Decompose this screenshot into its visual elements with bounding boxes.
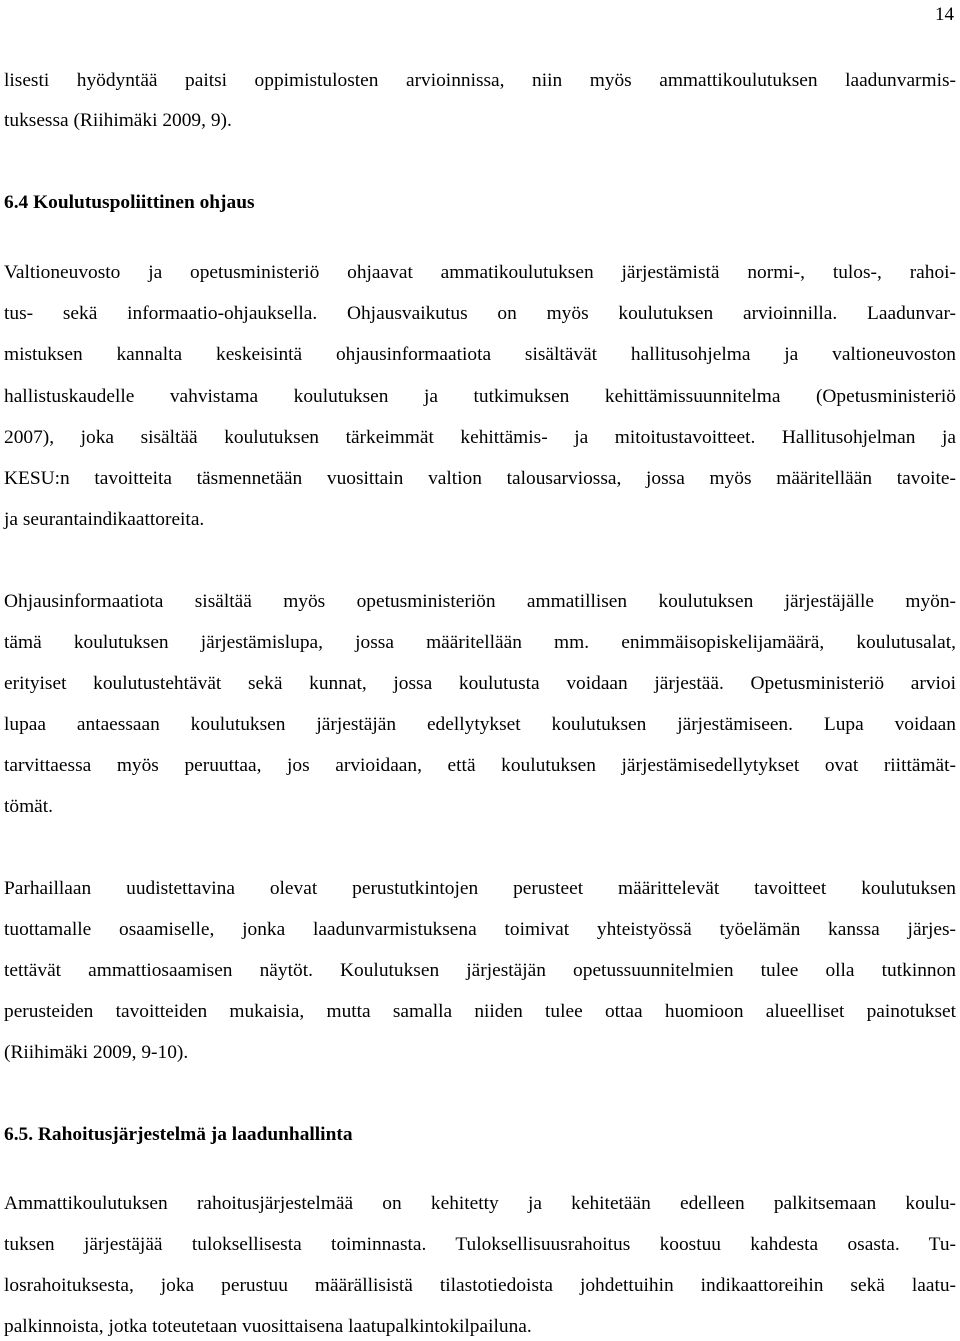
- text-line: tömät.: [4, 796, 54, 817]
- section-heading: 6.5. Rahoitusjärjestelmä ja laadunhallinta: [4, 1124, 353, 1145]
- text-line: losrahoituksesta, joka perustuu määrällisistä tilastotiedoista johdettuihin indikaattoreihin sekä laatu-: [4, 1275, 956, 1296]
- text-line: 2007), joka sisältää koulutuksen tärkeimmät kehittämis- ja mitoitustavoitteet. Hallitusohjelman ja: [4, 427, 956, 448]
- section-heading: 6.4 Koulutuspoliittinen ohjaus: [4, 192, 255, 213]
- text-line: erityiset koulutustehtävät sekä kunnat, jossa koulutusta voidaan järjestää. Opetusministeriö arvioi: [4, 673, 956, 694]
- text-line: Parhaillaan uudistettavina olevat perustutkintojen perusteet määrittelevät tavoitteet koulutuksen: [4, 878, 956, 899]
- text-line: tuottamalle osaamiselle, jonka laadunvarmistuksena toimivat yhteistyössä työelämän kanssa järjes-: [4, 919, 956, 940]
- text-line: tämä koulutuksen järjestämislupa, jossa määritellään mm. enimmäisopiskelijamäärä, koulutusalat,: [4, 632, 956, 653]
- text-line: Ohjausinformaatiota sisältää myös opetusministeriön ammatillisen koulutuksen järjestäjälle myön-: [4, 591, 956, 612]
- text-line: tarvittaessa myös peruuttaa, jos arvioidaan, että koulutuksen järjestämisedellytykset ovat riittämät-: [4, 755, 956, 776]
- text-line: ja seurantaindikaattoreita.: [4, 509, 205, 530]
- text-line: tuksessa (Riihimäki 2009, 9).: [4, 110, 232, 131]
- text-line: lisesti hyödyntää paitsi oppimistulosten arvioinnissa, niin myös ammattikoulutuksen laadunvarmis-: [4, 70, 956, 91]
- text-line: hallistuskaudelle vahvistama koulutuksen ja tutkimuksen kehittämissuunnitelma (Opetusministeriö: [4, 386, 956, 407]
- text-line: palkinnoista, jotka toteutetaan vuosittaisena laatupalkintokilpailuna.: [4, 1316, 532, 1337]
- text-line: tettävät ammattiosaamisen näytöt. Koulutuksen järjestäjän opetussuunnitelmien tulee olla tutkinnon: [4, 960, 956, 981]
- page-number: 14: [935, 4, 954, 25]
- text-line: tus- sekä informaatio-ohjauksella. Ohjausvaikutus on myös koulutuksen arvioinnilla. Laadunvar-: [4, 303, 956, 324]
- text-line: perusteiden tavoitteiden mukaisia, mutta samalla niiden tulee ottaa huomioon alueelliset painotukset: [4, 1001, 956, 1022]
- text-line: Valtioneuvosto ja opetusministeriö ohjaavat ammatikoulutuksen järjestämistä normi-, tulos-, rahoi-: [4, 262, 956, 283]
- text-line: lupaa antaessaan koulutuksen järjestäjän edellytykset koulutuksen järjestämiseen. Lupa voidaan: [4, 714, 956, 735]
- text-line: (Riihimäki 2009, 9-10).: [4, 1042, 189, 1063]
- text-line: mistuksen kannalta keskeisintä ohjausinformaatiota sisältävät hallitusohjelma ja valtioneuvoston: [4, 344, 956, 365]
- text-line: Ammattikoulutuksen rahoitusjärjestelmää on kehitetty ja kehitetään edelleen palkitsemaan koulu-: [4, 1193, 956, 1214]
- text-line: KESU:n tavoitteita täsmennetään vuosittain valtion talousarviossa, jossa myös määritellään tavoite-: [4, 468, 956, 489]
- text-line: tuksen järjestäjää tuloksellisesta toiminnasta. Tuloksellisuusrahoitus koostuu kahdesta osasta. Tu-: [4, 1234, 956, 1255]
